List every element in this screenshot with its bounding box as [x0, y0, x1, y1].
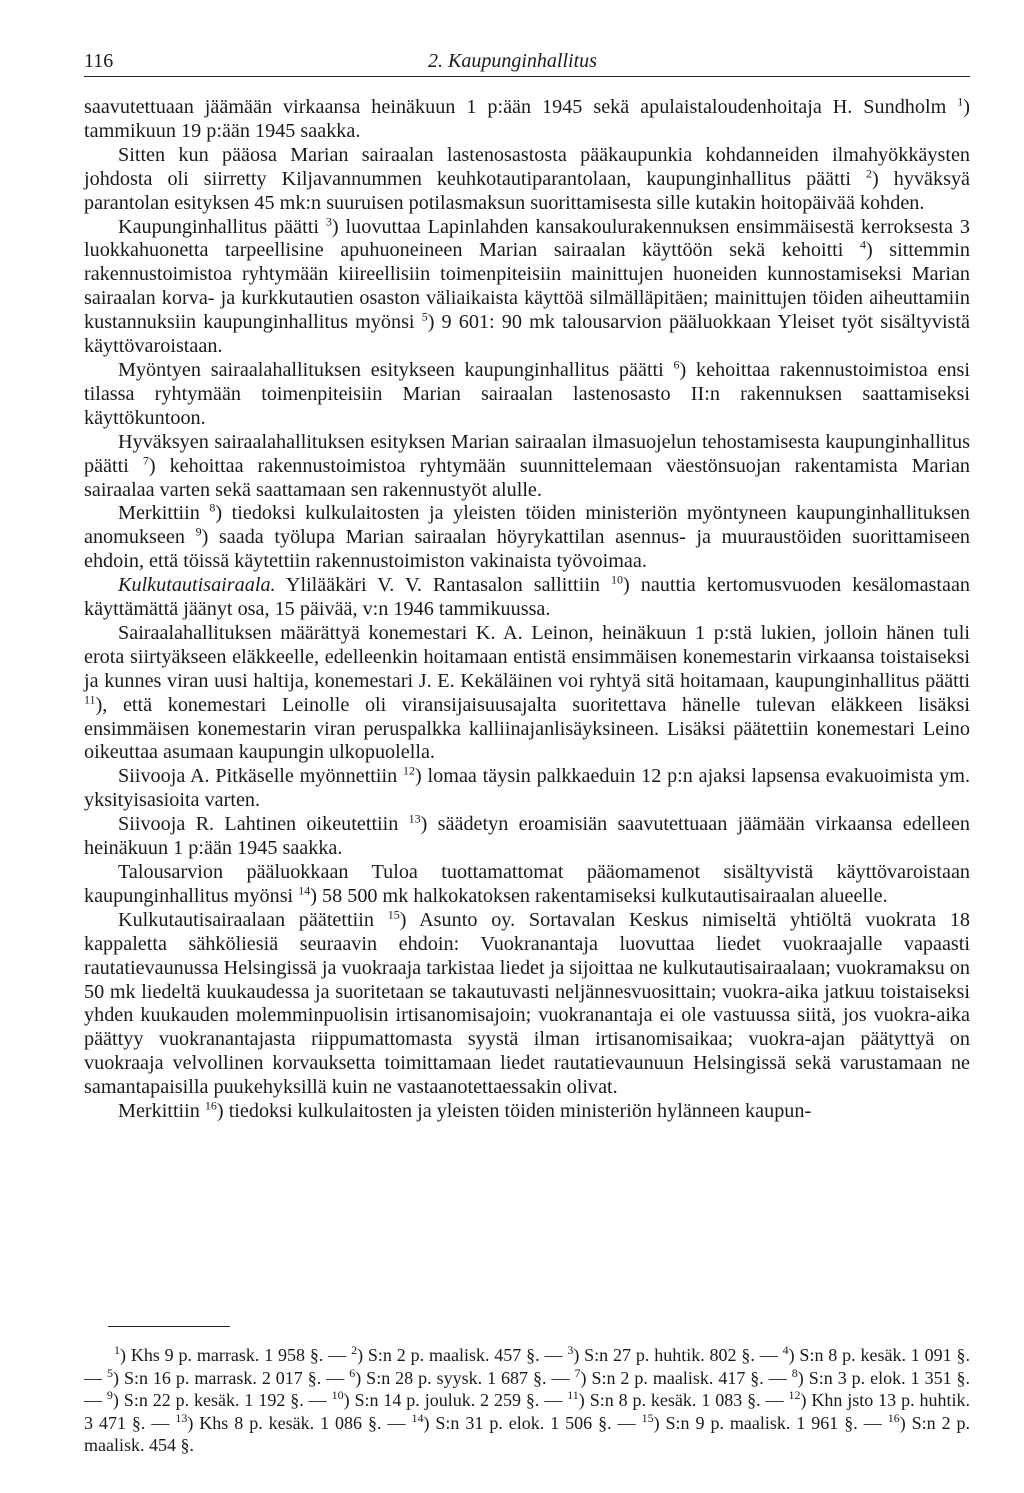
reference-mark: 15 — [387, 907, 400, 922]
reference-mark: 11 — [84, 691, 96, 706]
reference-mark: 9 — [195, 524, 202, 539]
reference-mark: 16 — [887, 1410, 900, 1425]
reference-mark: 4 — [859, 237, 866, 252]
paragraph: saavutettuaan jäämään virkaansa heinäkuun 1 p:ään 1945 sekä apulaistaloudenhoitaja H. Sundholm $^1$) tammikuun 19 p:ään 1945 saakka. — [84, 94, 970, 142]
reference-mark: 3 — [567, 1343, 574, 1357]
reference-mark: 2 — [351, 1343, 358, 1357]
paragraph: Sitten kun pääosa Marian sairaalan lastenosastosta pääkaupunkia kohdanneiden ilmahyökkäysten johdosta oli siirretty Kiljavannummen keuhkotautiparantolaan, kaupunginhallitus päätti $^2$) hyväksyä parantolan esityksen 45 mk:n suuruisen potilasmaksun suorittamisesta sille kutakin hoitopäivää kohden. — [84, 143, 971, 214]
paragraph: Sairaalahallituksen määrättyä konemestari K. A. Leinon, heinäkuun 1 p:stä lukien, jolloin hänen tuli erota siirtyäkseen eläkkeelle, edelleenkin hoitamaan entistä ensimmäisen konemestarin virkaansa toistaiseksi ja kunnes viran uusi haltija, konemestari J. E. Kekäläinen voi ryhtyä sitä hoitamaan, kaupunginhallitus päätti $^{11}$), että konemestari Leinolle oli viransijaisuusajalta suoritettava hänelle tulevan eläkkeen lisäksi ensimmäisen konemestarin viran peruspalkka kalliinajanlisäyksineen. Lisäksi päätettiin konemestari Leino oikeuttaa asumaan kaupungin ulkopuolella. — [84, 621, 970, 764]
reference-mark: 12 — [403, 763, 416, 778]
reference-mark: 5 — [106, 1365, 113, 1380]
reference-mark: 1 — [957, 94, 964, 109]
reference-mark: 7 — [142, 452, 149, 467]
paragraph: Kulkutautisairaala. Ylilääkäri V. V. Rantasalon sallittiin $^{10}$) nauttia kertomusvuoden kesälomastaan käyttämättä jäänyt osa, 15 päivää, v:n 1946 tammikuussa. — [84, 572, 971, 621]
paragraph: Merkittiin $^8$) tiedoksi kulkulaitosten ja yleisten töiden ministeriön myöntyneen kaupunginhallituksen anomukseen $^9$) saada työlupa Marian sairaalan höyrykattilan asennus- ja muuraustöiden suorittamiseen ehdoin, että töissä käytettiin rakennustoimiston vakinaista työvoimaa. — [84, 500, 970, 573]
reference-mark: 13 — [408, 811, 421, 826]
reference-mark: 9 — [106, 1388, 113, 1402]
document-page — [84, 44, 971, 1455]
reference-mark: 8 — [791, 1365, 798, 1380]
reference-mark: 7 — [574, 1365, 581, 1380]
footnotes — [84, 1344, 970, 1457]
reference-mark: 16 — [204, 1098, 217, 1113]
reference-mark: 6 — [349, 1365, 356, 1380]
section-heading: Kulkutautisairaala. — [118, 574, 276, 597]
footnote-rule — [108, 1326, 230, 1327]
paragraph: Talousarvion pääluokkaan Tuloa tuottamattomat pääomamenot sisältyvistä käyttövaroistaan kaupunginhallitus myönsi $^{14}$) 58 500 mk halkokatoksen rakentamiseksi kulkutautisairaalan alueelle. — [84, 861, 970, 907]
reference-mark: 11 — [567, 1388, 579, 1402]
reference-mark: 1 — [114, 1343, 120, 1357]
paragraph: Kaupunginhallitus päätti $^3$) luovuttaa Lapinlahden kansakoulurakennuksen ensimmäisestä kerroksesta 3 luokkahuonetta tarpeellisine apuhuoneineen Marian sairaalan käyttöön sekä kehoitti $^4$) sittemmin rakennustoimistoa ryhtymään kiireellisiin toimenpiteisiin mainittujen huoneiden kunnostamiseksi Marian sairaalan korva- ja kurkkutautien osaston väliaikaista käyttöä silmälläpitäen; mainittujen töiden aiheuttamiin kustannuksiin kaupunginhallitus myönsi $^5$) 9 601: 90 mk talousarvion pääluokkaan Yleiset työt sisältyvistä käyttövaroistaan. — [84, 213, 971, 358]
reference-mark: 3 — [325, 213, 332, 228]
paragraph: Siivooja R. Lahtinen oikeutettiin $^{13}$) säädetyn eroamisiän saavutettuaan jäämään virkaansa edelleen heinäkuun 1 p:ään 1945 saakka. — [84, 811, 971, 860]
footnote-text: $^1$) Khs 9 p. marrask. 1 958 §. — $^2$) S:n 2 p. maalisk. 457 §. — $^3$) S:n 27 p. huhtik. 802 §. — $^4$) S:n 8 p. kesäk. 1 091 §. — $^5$) S:n 16 p. marrask. 2 017 §. — $^6$) S:n 28 p. syysk. 1 687 §. — $^7$) S:n 2 p. maalisk. 417 §. — $^8$) S:n 3 p. elok. 1 351 §. — $^9$) S:n 22 p. kesäk. 1 192 §. — $^{10}$) S:n 14 p. jouluk. 2 259 §. — $^{11}$) S:n 8 p. kesäk. 1 083 §. — $^{12}$) Khn jsto 13 p. huhtik. 3 471 §. — $^{13}$) Khs 8 p. kesäk. 1 086 §. — $^{14}$) S:n 31 p. elok. 1 506 §. — $^{15}$) S:n 9 p. maalisk. 1 961 §. — $^{16}$) S:n 2 p. maalisk. 454 §. — [84, 1343, 971, 1455]
reference-mark: 15 — [641, 1410, 654, 1425]
reference-mark: 5 — [421, 309, 428, 324]
reference-mark: 14 — [298, 883, 311, 898]
paragraph: Kulkutautisairaalaan päätettiin $^{15}$) Asunto oy. Sortavalan Keskus nimiseltä yhtiöltä vuokrata 18 kappaletta sähköliesiä seuraavin ehdoin: Vuokranantaja luovuttaa liedet vuokraajalle vapaasti rautatievaunussa Helsingissä ja vuokraaja tarkistaa liedet ja sijoittaa ne kulkutautisairaalaan; vuokramaksu on 50 mk liedeltä kuukaudessa ja suoritetaan se takautuvasti neljännesvuosittain; vuokra-aika jatkuu toistaiseksi yhden kuukauden molemminpuolisin irtisanomisajoin; vuokranantaja ei ole vastuussa siitä, jos vuokra-aika päättyy vuokranantajasta riippumattomasta syystä ilman irtisanomisaikaa; vuokra-ajan päätyttyä on vuokraaja velvollinen korvauksetta toimittamaan liedet rautatievaunuun Helsingissä sekä varustamaan ne samantapaisilla puukehyksillä kuin ne vastaanotettaessakin olivat. — [84, 907, 971, 1099]
paragraph: Myöntyen sairaalahallituksen esitykseen kaupunginhallitus päätti $^6$) kehoittaa rakennustoimistoa ensi tilassa ryhtymään toimenpiteisiin Marian sairaalan lastenosasto II:n rakennuksen saattamiseksi käyttökuntoon. — [84, 357, 971, 429]
reference-mark: 8 — [209, 500, 216, 515]
header-rule — [84, 76, 970, 77]
reference-mark: 4 — [782, 1343, 789, 1357]
reference-mark: 14 — [411, 1410, 424, 1425]
paragraph: Hyväksyen sairaalahallituksen esityksen Marian sairaalan ilmasuojelun tehostamisesta kaupunginhallitus päätti $^7$) kehoittaa rakennustoimistoa ryhtymään suunnittelemaan väestönsuojan rakentamista Marian sairaalaa varten sekä saattamaan sen rakennustyöt alulle. — [84, 430, 970, 501]
page-header — [84, 44, 970, 74]
reference-mark: 6 — [673, 357, 680, 372]
body-text — [84, 96, 970, 1124]
reference-mark: 10 — [331, 1388, 344, 1402]
reference-mark: 13 — [175, 1410, 188, 1425]
paragraph: Siivooja A. Pitkäselle myönnettiin $^{12}$) lomaa täysin palkkaeduin 12 p:n ajaksi lapsensa evakuoimista ym. yksityisasioita varten. — [84, 763, 971, 812]
reference-mark: 12 — [788, 1388, 801, 1402]
reference-mark: 2 — [866, 165, 872, 180]
running-title: 2. Kaupunginhallitus — [428, 50, 597, 72]
paragraph: Merkittiin $^{16}$) tiedoksi kulkulaitosten ja yleisten töiden ministeriön hylänneen kaupun- — [118, 1098, 812, 1123]
page-number: 116 — [84, 50, 114, 72]
reference-mark: 10 — [610, 572, 623, 587]
